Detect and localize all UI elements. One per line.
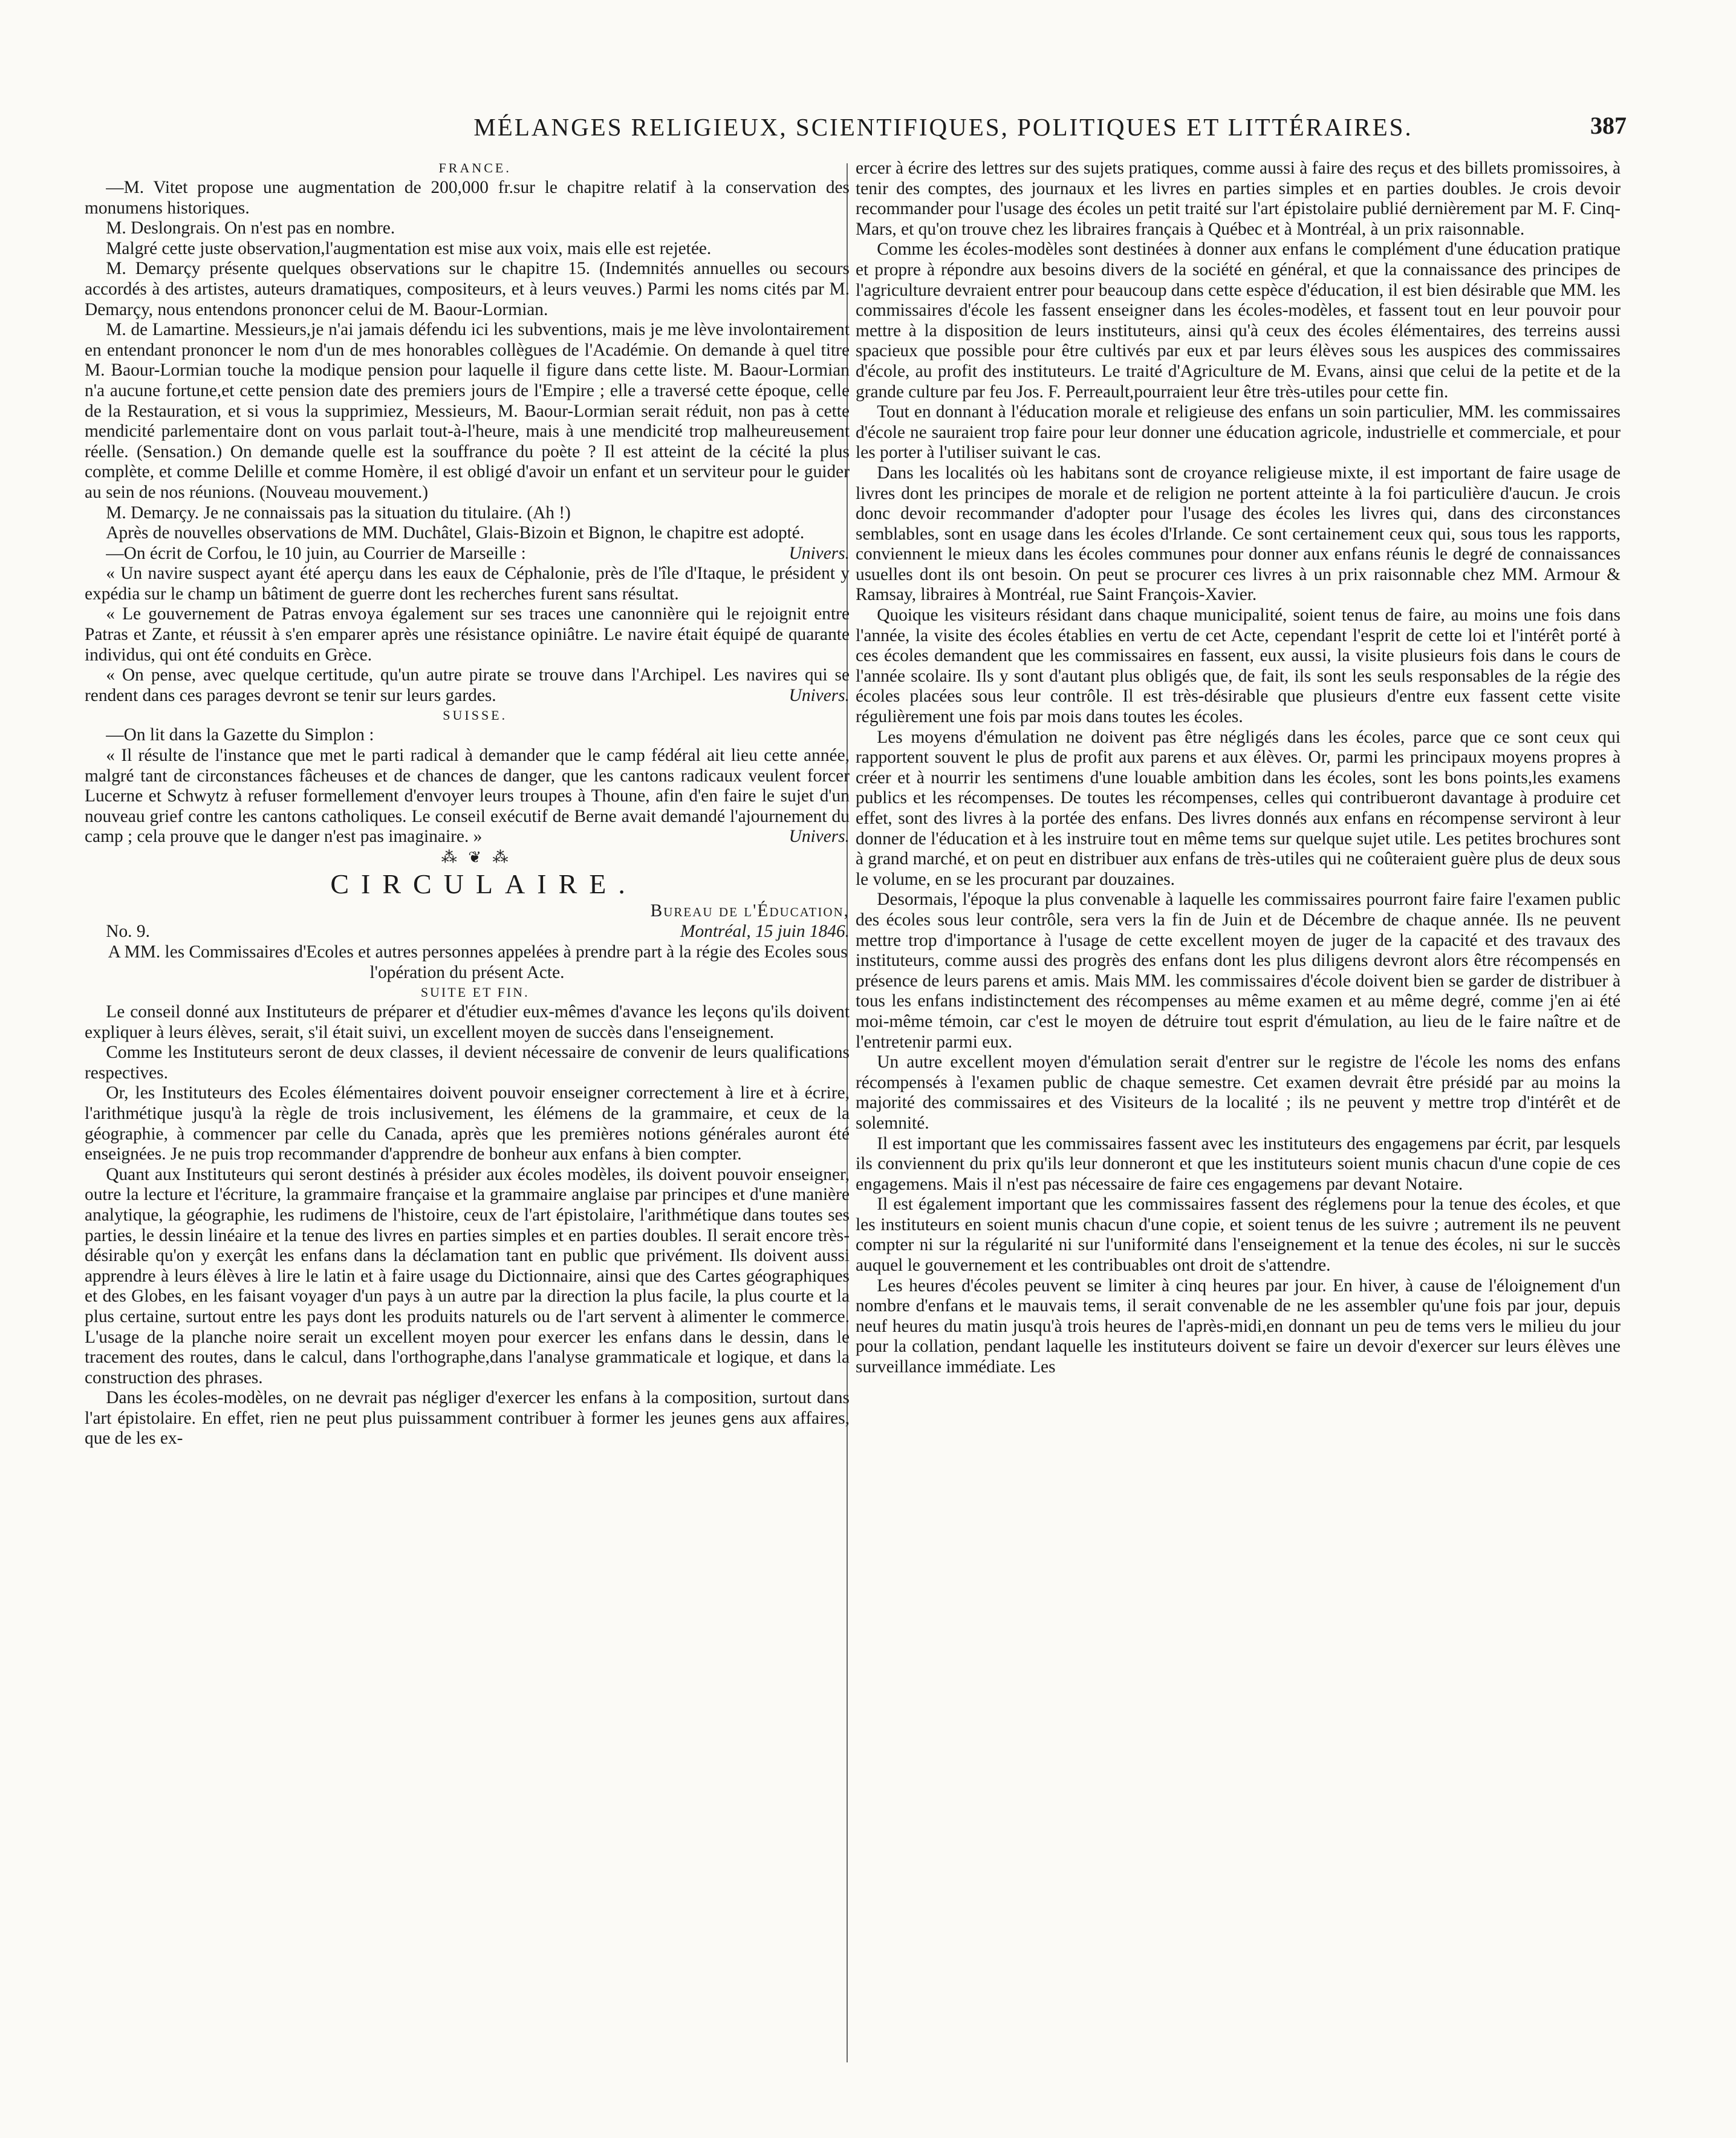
source-attribution: Univers. (788, 543, 850, 563)
suite-et-fin: SUITE ET FIN. (420, 985, 530, 1000)
paragraph: Comme les Instituteurs seront de deux classes, il devient nécessaire de convenir de leurs qualifications respectives. (85, 1043, 850, 1083)
paragraph: Le conseil donné aux Instituteurs de préparer et d'étudier eux-mêmes d'avance les leçons qu'ils doivent expliquer à leurs élèves, serait, s'il était suivi, un excellent moyen de succès dans l'enseignement. (85, 1002, 850, 1042)
paragraph: Comme les écoles-modèles sont destinées à donner aux enfans le complément d'une éducation pratique et propre à répondre aux besoins divers de la société en général, et que la connaissance des principes de l'agriculture devraient entrer pour beaucoup dans cette espèce d'éducation, il est bien désirable que MM. les commissaires d'école les fassent enseigner dans les écoles-modèles, et fassent tout en leur pouvoir pour mettre à la disposition de leurs instituteurs, ainsi qu'à ceux des écoles élémentaires, des terreins aussi spacieux que possible pour être cultivés par eux et par leurs élèves sous les auspices des commissaires d'école, au profit des instituteurs. Le traité d'Agriculture de M. Evans, ainsi que celui de la petite et de la grande culture par feu Jos. F. Perreault,pourraient leur être très-utiles pour cette fin. (856, 240, 1621, 402)
paragraph: Les heures d'écoles peuvent se limiter à cinq heures par jour. En hiver, à cause de l'éloignement d'un nombre d'enfans et le mauvais tems, il serait convenable de ne les assembler qu'une fois par jour, depuis neuf heures du matin jusqu'à trois heures de l'après-midi,en donnant un peu de tems vers le milieu du jour pour la collation, pendant laquelle les instituteurs doivent se faire un devoir d'exercer sur leurs élèves une surveillance immédiate. Les (856, 1276, 1621, 1377)
bureau-label: Bureau de l'Éducation, (650, 901, 850, 921)
left-column (85, 158, 850, 1449)
paragraph: Dans les localités où les habitans sont de croyance religieuse mixte, il est important de faire usage de livres dont les principes de morale et de religion ne portent atteinte à la foi particulière d'aucun. Je crois donc devoir recommander d'adopter pour l'usage des écoles les livres qui, dans des circonstances semblables, sont en usage dans les écoles d'Irlande. Ce sont certainement ceux qui, sous tous les rapports, conviennent le mieux dans les écoles communes pour donner aux enfans réunis le degré de connaissances usuelles dont ils ont besoin. On peut se procurer ces livres à un prix raisonnable chez MM. Armour & Ramsay, libraires à Montréal, rue Saint François-Xavier. (856, 463, 1621, 605)
page-number: 387 (1590, 112, 1627, 139)
ornament-divider: ⁂ ❦ ⁂ (441, 849, 512, 866)
paragraph-text: « Il résulte de l'instance que met le parti radical à demander que le camp fédéral ait lieu cette année, malgré tant de circonstances fâcheuses et de chances de danger, que les cantons radicaux veulent forcer Lucerne et Schwytz à refuser formellement d'envoyer leurs troupes à Thoune, afin d'en faire le sujet d'un nouveau grief contre les cantons catholiques. Le conseil exécutif de Berne avait demandé l'ajournement du camp ; cela prouve que le danger n'est pas imaginaire. » (85, 746, 850, 847)
section-heading-suisse: SUISSE. (443, 708, 508, 723)
paragraph: Malgré cette juste observation,l'augmentation est mise aux voix, mais elle est rejetée. (106, 238, 712, 258)
paragraph-text: Après de nouvelles observations de MM. Duchâtel, Glais-Bizoin et Bignon, le chapitre est adopté. (106, 523, 805, 543)
paragraph: M. Deslongrais. On n'est pas en nombre. (106, 218, 395, 238)
paragraph: —M. Vitet propose une augmentation de 200,000 fr.sur le chapitre relatif à la conservation des monumens historiques. (85, 178, 850, 218)
paragraph: Quoique les visiteurs résidant dans chaque municipalité, soient tenus de faire, au moins une fois dans l'année, la visite des écoles établies en vertu de cet Acte, cependant l'esprit de cette loi et l'intérêt porté à ces écoles demandent que les commissaires en fassent, eux aussi, la visite plusieurs fois dans le cours de l'année scolaire. Ils y sont d'autant plus obligés que, de fait, ils sont les seuls responsables de la régie des écoles placées sous leur contrôle. Il est très-désirable que plusieurs d'entre eux fassent cette visite régulièrement une fois par mois dans toutes les écoles. (856, 605, 1621, 727)
source-attribution: Univers. (788, 827, 850, 847)
paragraph: Tout en donnant à l'éducation morale et religieuse des enfans un soin particulier, MM. les commissaires d'école ne sauraient trop faire pour leur donner une éducation agricole, industrielle et commerciale, et pour les porter à l'utiliser suivant le cas. (856, 402, 1621, 463)
paragraph-with-source (85, 665, 850, 706)
paragraph: M. de Lamartine. Messieurs,je n'ai jamais défendu ici les subventions, mais je me lève involontairement en entendant prononcer le nom d'un de mes honorables collègues de l'Académie. On demande à quel titre M. Baour-Lormian touche la modique pension pour laquelle il figure dans cette liste. M. Baour-Lormian n'a aucune fortune,et cette pension date des premiers jours de l'Empire ; elle a traversé cette époque, celle de la Restauration, et si vous la supprimiez, Messieurs, M. Baour-Lormian serait réduit, non pas à cette mendicité parlementaire dont on vous parlait tout-à-l'heure, mais à une mendicité trop malheureusement réelle. (Sensation.) On demande quelle est la souffrance du poète ? Il est atteint de la cécité la plus complète, et comme Delille et comme Homère, il est obligé d'avoir un enfant et un serviteur pour le guider au sein de nos réunions. (Nouveau mouvement.) (85, 320, 850, 502)
paragraph: Desormais, l'époque la plus convenable à laquelle les commissaires pourront faire faire l'examen public des écoles sous leur contrôle, sera vers la fin de Juin et de Décembre de chaque année. Ils ne peuvent mettre trop d'importance à l'usage de cette excellent moyen de juger de la capacité et des travaux des instituteurs, comme aussi des progrès des enfans dont les plus diligens devront alors être récompensés en présence de leurs parens et amis. Mais MM. les commissaires d'école doivent bien se garder de distribuer à tous les enfans indistinctement des récompenses au même examen et au même degré, comme j'en ai été moi-même témoin, car c'est le moyen de détruire tout esprit d'émulation, au lieu de le faire naître et de l'entretenir parmi eux. (856, 890, 1621, 1052)
circulaire-title: CIRCULAIRE. (330, 869, 637, 899)
paragraph: ercer à écrire des lettres sur des sujets pratiques, comme aussi à faire des reçus et des billets promissoires, à tenir des comptes, des journaux et les livres en parties simples et en parties doubles. Je crois devoir recommander pour l'usage des écoles un petit traité sur l'art épistolaire publié dernièrement par M. F. Cinq-Mars, et qu'on trouve chez les libraires français à Québec et à Montréal, à un prix raisonnable. (856, 158, 1621, 239)
section-heading-france: FRANCE. (438, 160, 512, 175)
paragraph: —On écrit de Corfou, le 10 juin, au Courrier de Marseille : (106, 543, 526, 563)
paragraph: « Le gouvernement de Patras envoya également sur ses traces une canonnière qui le rejoignit entre Patras et Zante, et réussit à s'en emparer après une résistance opiniâtre. Le navire était équipé de quarante individus, qui ont été conduits en Grèce. (85, 604, 850, 665)
running-title: MÉLANGES RELIGIEUX, SCIENTIFIQUES, POLITIQUES ET LITTÉRAIRES. (473, 113, 1413, 141)
paragraph: Il est également important que les commissaires fassent des réglemens pour la tenue des écoles, et que les instituteurs en soient munis chacun d'une copie, et soient tenus de les suivre ; autrement ils ne peuvent compter ni sur la régularité ni sur l'uniformité dans l'enseignement et la tenue des écoles, ni sur le succès auquel le gouvernement et les contribuables ont droit de s'attendre. (856, 1194, 1621, 1276)
paragraph: Les moyens d'émulation ne doivent pas être négligés dans les écoles, parce que ce sont ceux qui rapportent souvent le plus de profit aux parens et aux élèves. Or, parmi les principaux moyens propres à créer et à nourrir les sentimens d'une louable ambition dans les écoles, sont les bons points,les examens publics et les récompenses. De toutes les récompenses, celles qui contribueront davantage à produire cet effet, sont des livres à la portée des enfans. Des livres donnés aux enfans en récompense serviront à leur donner de l'éducation et à les instruire tout en même tems sur quelque sujet utile. Les petites brochures sont à grand marché, et on peut en distribuer aux enfans de très-utiles qui ne coûteraient guère plus de deux sous le volume, en se les procurant par douzaines. (856, 727, 1621, 889)
paragraph-with-source (85, 746, 850, 847)
paragraph: Quant aux Instituteurs qui seront destinés à présider aux écoles modèles, ils doivent pouvoir enseigner, outre la lecture et l'écriture, la grammaire française et la grammaire anglaise par principes et d'une manière analytique, la géographie, les rudimens de l'histoire, ceux de l'art épistolaire, l'arithmétique dans toutes ses parties, le dessin linéaire et la tenue des livres en parties simples et en parties doubles. Il serait encore très-désirable qu'on y exerçât les enfans dans la déclamation tant en public que privément. Ils doivent aussi apprendre à leurs élèves à lire le latin et à faire usage du Dictionnaire, ainsi que des Cartes géographiques et des Globes, en les faisant voyager d'un pays à un autre par la direction la plus facile, la plus courte et la plus certaine, surtout entre les pays dont les produits naturels ou de l'art servent à alimenter le commerce. L'usage de la planche noire serait un excellent moyen pour exercer les enfans dans le dessin, dans le tracement des routes, dans le calcul, dans l'orthographe,dans l'analyse grammaticale et logique, et dans la construction des phrases. (85, 1164, 850, 1387)
paragraph: « Un navire suspect ayant été aperçu dans les eaux de Céphalonie, près de l'île d'Itaque, le président y expédia sur le champ un bâtiment de guerre dont les recherches furent sans résultat. (85, 564, 850, 604)
paragraph: Il est important que les commissaires fassent avec les instituteurs des engagemens par écrit, par lesquels ils conviennent du prix qu'ils leur donneront et que les instituteurs soient munis chacun d'une copie de ces engagemens. Mais il n'est pas nécessaire de faire ces engagemens par devant Notaire. (856, 1133, 1621, 1194)
place-date: Montréal, 15 juin 1846. (680, 922, 850, 941)
addressee: A MM. les Commissaires d'Ecoles et autres personnes appelées à prendre part à la régie des Ecoles sous l'opération du présent Acte. (108, 942, 848, 982)
page-header (79, 108, 1627, 150)
paragraph: —On lit dans la Gazette du Simplon : (106, 725, 374, 745)
paragraph-text: « On pense, avec quelque certitude, qu'un autre pirate se trouve dans l'Archipel. Les navires qui se rendent dans ces parages devront se tenir sur leurs gardes. (85, 665, 850, 705)
number-date-line (85, 921, 850, 942)
paragraph: Un autre excellent moyen d'émulation serait d'entrer sur le registre de l'école les noms des enfans récompensés à l'examen public de chaque semestre. Cet examen devrait être présidé par au moins la majorité des commissaires et des Visiteurs de la localité ; ils ne peuvent y mettre trop d'intérêt et de solemnité. (856, 1052, 1621, 1133)
paragraph: Or, les Instituteurs des Ecoles élémentaires doivent pouvoir enseigner correctement à lire et à écrire, l'arithmétique jusqu'à la règle de trois inclusivement, les élémens de la grammaire, et ceux de la géographie, à commencer par celle du Canada, après que les premières notions générales auront été enseignées. Je ne puis trop recommander d'apprendre de bonheur aux enfans à bien compter. (85, 1083, 850, 1164)
paragraph: Dans les écoles-modèles, on ne devrait pas négliger d'exercer les enfans à la composition, surtout dans l'art épistolaire. En effet, rien ne peut plus puissamment contribuer à former les jeunes gens aux affaires, que de les ex- (85, 1388, 850, 1449)
source-attribution: Univers. (788, 685, 850, 705)
bureau-line (85, 901, 850, 921)
circular-number: No. 9. (106, 922, 150, 941)
paragraph: M. Demarçy. Je ne connaissais pas la situation du titulaire. (Ah !) (106, 503, 571, 523)
right-column (856, 158, 1621, 1378)
paragraph: M. Demarçy présente quelques observations sur le chapitre 15. (Indemnités annuelles ou secours accordés à des artistes, auteurs dramatiques, compositeurs, et à leurs veuves.) Parmi les noms cités par M. Demarçy, nous entendons prononcer celui de M. Baour-Lormian. (85, 259, 850, 319)
